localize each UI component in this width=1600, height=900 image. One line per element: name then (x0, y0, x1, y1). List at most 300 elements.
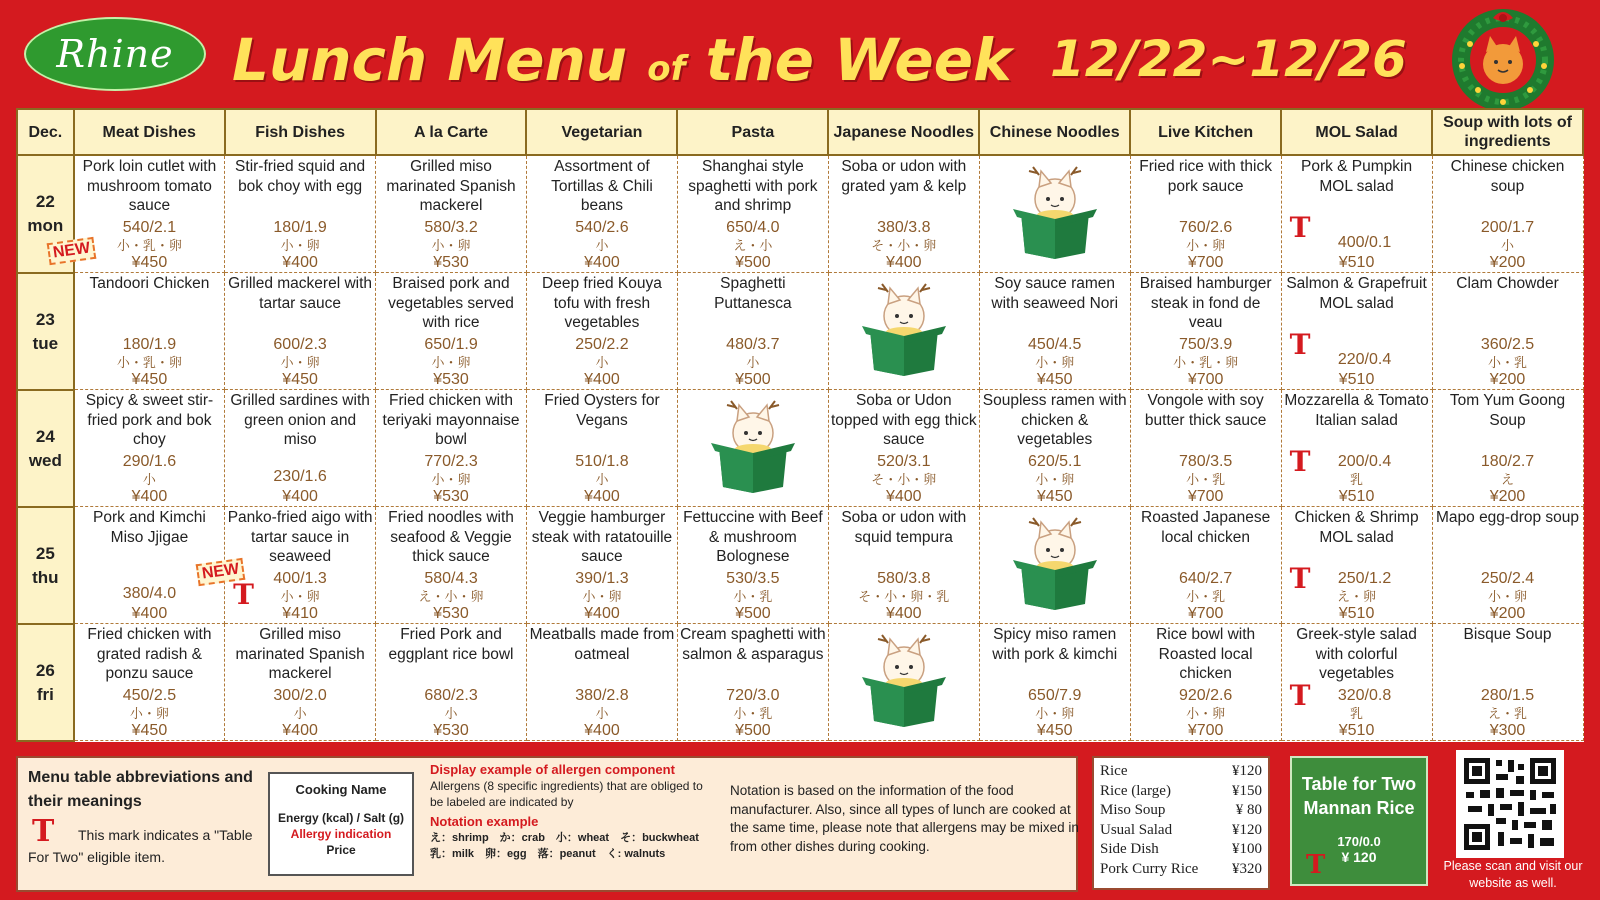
allergens: 小 (746, 354, 760, 370)
dish-name: Veggie hamburger steak with ratatouille sauce (531, 509, 673, 565)
menu-row (17, 273, 1583, 390)
menu-cell (376, 624, 527, 741)
christmas-wreath-cat-icon (1448, 4, 1558, 108)
price: ¥400 (584, 487, 620, 505)
dish-name: Salmon & Grapefruit MOL salad (1286, 275, 1427, 312)
allergens: 小 (293, 705, 307, 721)
cooking-name-example (268, 772, 414, 876)
dish-name: Cream spaghetti with salmon & asparagus (680, 626, 826, 663)
energy-salt: 320/0.8 (1337, 687, 1392, 704)
price: ¥400 (885, 604, 922, 622)
dish-name: Mozzarella & Tomato Italian salad (1284, 392, 1429, 429)
cat-gift-box-icon (1009, 165, 1101, 261)
side-item-name: Rice (1100, 763, 1128, 779)
new-badge: NEW (196, 558, 246, 586)
side-item-price: ¥120 (1232, 821, 1262, 838)
dish-name: Braised pork and vegetables served with rice (388, 275, 514, 331)
menu-cell (828, 624, 979, 741)
price: ¥400 (282, 721, 318, 739)
allergens: 小・卵 (431, 471, 471, 487)
price: ¥450 (131, 253, 168, 271)
day-label (17, 624, 74, 741)
mannan-rice-nutrition: 170/0.0 (1337, 834, 1381, 849)
side-item-name: Usual Salad (1100, 821, 1173, 838)
column-header: Live Kitchen (1130, 109, 1281, 155)
side-item-name: Side Dish (1100, 841, 1159, 857)
allergens: そ・小・卵・乳 (858, 588, 950, 604)
column-header: Vegetarian (526, 109, 677, 155)
price: ¥530 (433, 253, 469, 271)
menu-cell (677, 507, 828, 624)
price: ¥200 (1489, 604, 1526, 622)
energy-salt: 640/2.7 (1178, 570, 1233, 587)
menu-cell (1281, 624, 1432, 741)
menu-cell (677, 273, 828, 390)
allergens: 小・卵 (129, 705, 169, 721)
price: ¥530 (433, 721, 469, 739)
menu-cell (1281, 507, 1432, 624)
dish-name: Grilled mackerel with tartar sauce (228, 275, 373, 312)
allergen-example (430, 762, 716, 862)
table-for-two-icon: T (1289, 562, 1311, 595)
side-item-price: ¥150 (1232, 782, 1262, 799)
menu-row (17, 507, 1583, 624)
menu-cell (828, 155, 979, 273)
price: ¥700 (1187, 721, 1224, 739)
side-item (1100, 762, 1262, 782)
energy-salt: 780/3.5 (1178, 453, 1233, 470)
dish-name: Fried Oysters for Vegans (544, 392, 660, 429)
price: ¥450 (1036, 487, 1073, 505)
cat-gift-box-icon (707, 399, 799, 495)
allergens: 小・卵 (1035, 471, 1075, 487)
price: ¥400 (282, 487, 318, 505)
dish-name: Tandoori Chicken (89, 275, 210, 292)
menu-cell (1281, 155, 1432, 273)
price: ¥510 (1338, 253, 1375, 271)
menu-row (17, 624, 1583, 741)
allergens: え・小 (733, 237, 773, 253)
menu-cell (376, 507, 527, 624)
energy-salt: 280/1.5 (1480, 687, 1535, 704)
energy-salt: 580/3.2 (424, 219, 478, 236)
allergens: 小・卵 (1035, 705, 1075, 721)
energy-salt: 600/2.3 (273, 336, 327, 353)
dish-name: Meatballs made from oatmeal (529, 626, 675, 663)
dish-name: Pork & Pumpkin MOL salad (1300, 158, 1413, 195)
menu-cell (979, 624, 1130, 741)
allergy-label: Allergy indication (290, 827, 392, 841)
menu-row (17, 390, 1583, 507)
column-header: Pasta (677, 109, 828, 155)
allergens: 小・卵 (280, 588, 320, 604)
dish-name: Grilled sardines with green onion and miso (230, 392, 370, 448)
column-header-month: Dec. (17, 109, 74, 155)
menu-cell (225, 155, 376, 273)
table-for-two-mannan-rice (1290, 756, 1428, 886)
menu-cell (225, 273, 376, 390)
day-number: 24 (35, 426, 55, 446)
side-item (1100, 782, 1262, 802)
cooking-name-label: Cooking Name (295, 782, 387, 797)
dish-name: Grilled miso marinated Spanish mackerel (386, 158, 516, 214)
qr-code[interactable] (1456, 750, 1564, 858)
date-range: 12/22~12/26 (1050, 30, 1407, 88)
dish-name: Fried chicken with grated radish & ponzu sauce (87, 626, 212, 682)
menu-cell (201, 507, 376, 624)
dish-name: Fettuccine with Beef & mushroom Bolognese (683, 509, 823, 565)
side-item-name: Pork Curry Rice (1100, 860, 1199, 877)
legend-mark-text: This mark indicates a "Table For Two" eligible item. (28, 827, 253, 865)
dish-name: Pork and Kimchi Miso Jjigae (93, 509, 206, 546)
price: ¥450 (1036, 370, 1073, 388)
menu-cell (979, 155, 1130, 273)
price: ¥700 (1187, 487, 1224, 505)
dish-name: Deep fried Kouya tofu with fresh vegetables (542, 275, 662, 331)
allergens: 小・乳 (733, 588, 773, 604)
allergens: 小 (595, 471, 609, 487)
side-item (1100, 821, 1262, 841)
cat-gift-box-icon (1009, 516, 1101, 612)
price: ¥410 (282, 604, 318, 622)
page-title: Lunch Menu of the Week (232, 26, 1012, 94)
menu-row (17, 155, 1583, 273)
energy-salt: 650/7.9 (1028, 687, 1082, 704)
dish-name: Rice bowl with Roasted local chicken (1156, 626, 1256, 682)
allergens: 小・卵 (280, 237, 320, 253)
price: ¥400 (584, 253, 620, 271)
allergens: 小・乳・卵 (1173, 354, 1239, 370)
dish-name: Tom Yum Goong Soup (1449, 392, 1566, 429)
energy-salt: 200/0.4 (1337, 453, 1392, 470)
allergen-example-title: Display example of allergen component (430, 762, 675, 777)
day-of-week: mon (27, 216, 64, 236)
allergens: 小 (595, 354, 609, 370)
allergens: 小・卵 (431, 237, 471, 253)
dish-name: Fried noodles with seafood & Veggie thick sauce (388, 509, 514, 565)
side-item-price: ¥320 (1232, 860, 1262, 877)
day-of-week: thu (32, 567, 59, 587)
menu-cell (376, 273, 527, 390)
price: ¥450 (282, 370, 318, 388)
dish-name: Fried Pork and eggplant rice bowl (388, 626, 514, 663)
allergens: 小・卵 (1186, 705, 1226, 721)
day-of-week: tue (32, 333, 59, 353)
price: ¥450 (131, 370, 168, 388)
price: ¥530 (433, 604, 469, 622)
price: ¥500 (735, 604, 771, 622)
allergens: 小・乳・卵 (116, 354, 182, 370)
energy-salt: 750/3.9 (1178, 336, 1233, 353)
price: ¥530 (433, 487, 469, 505)
dish-name: Grilled miso marinated Spanish mackerel (235, 626, 365, 682)
menu-cell (1130, 390, 1281, 507)
menu-cell (1432, 624, 1583, 741)
menu-cell (828, 507, 979, 624)
menu-cell (376, 155, 527, 273)
column-header: Soup with lots of ingredients (1432, 109, 1583, 155)
energy-salt: 400/1.3 (273, 570, 327, 587)
menu-cell (1432, 155, 1583, 273)
day-label (17, 390, 74, 507)
qr-caption: Please scan and visit our website as well. (1443, 859, 1583, 890)
day-number: 25 (35, 543, 55, 563)
dish-name: Braised hamburger steak in fond de veau (1139, 275, 1272, 331)
energy-salt: 180/1.9 (273, 219, 327, 236)
allergens: 小・卵 (1035, 354, 1075, 370)
menu-cell (979, 390, 1130, 507)
allergens: え・卵 (1337, 588, 1377, 604)
menu-cell (526, 273, 677, 390)
table-for-two-icon: T (233, 578, 254, 611)
allergens: 小・卵 (431, 354, 471, 370)
energy-salt: 390/1.3 (575, 570, 629, 587)
menu-cell (1130, 273, 1281, 390)
day-number: 26 (35, 660, 55, 680)
price: ¥200 (1489, 253, 1526, 271)
allergens: そ・小・卵 (871, 471, 937, 487)
dish-name: Pork loin cutlet with mushroom tomato sauce (82, 158, 217, 214)
energy-salt: 250/2.2 (575, 336, 629, 353)
side-item-name: Miso Soup (1100, 802, 1166, 818)
energy-salt: 540/2.1 (122, 219, 177, 236)
dish-name: Fried chicken with teriyaki mayonnaise bowl (382, 392, 520, 448)
allergens: 乳 (1350, 471, 1364, 487)
menu-cell (1432, 507, 1583, 624)
menu-cell (1281, 273, 1432, 390)
price: ¥200 (1489, 487, 1526, 505)
energy-salt: 770/2.3 (424, 453, 478, 470)
energy-salt: 180/2.7 (1480, 453, 1535, 470)
allergens: 小・卵 (582, 588, 622, 604)
table-for-two-icon: T (1289, 445, 1311, 478)
menu-cell (376, 390, 527, 507)
energy-salt: 650/4.0 (726, 219, 780, 236)
dish-name: Shanghai style spaghetti with pork and shrimp (688, 158, 818, 214)
energy-salt: 760/2.6 (1178, 219, 1233, 236)
allergens: 小 (595, 705, 609, 721)
price: ¥450 (1036, 721, 1073, 739)
allergens: 小・卵 (1488, 588, 1528, 604)
dish-name: Soupless ramen with chicken & vegetables (982, 392, 1127, 448)
menu-cell (1130, 155, 1281, 273)
day-label (17, 155, 92, 273)
allergens: 小 (444, 705, 458, 721)
menu-cell (979, 273, 1130, 390)
energy-salt: 680/2.3 (424, 687, 478, 704)
menu-cell (677, 390, 828, 507)
dish-name: Assortment of Tortillas & Chili beans (551, 158, 653, 214)
side-item (1100, 801, 1262, 821)
price: ¥500 (735, 721, 771, 739)
menu-cell (979, 507, 1130, 624)
price: ¥510 (1338, 370, 1375, 388)
price-label: Price (326, 843, 356, 857)
energy-salt: 720/3.0 (726, 687, 780, 704)
allergen-notice: Notation is based on the information of the food manufacturer. Also, since all types of lunch are cooked at the same time, please note that allergens may be mixed in from other dishes during cooking. (730, 783, 1079, 854)
menu-cell (1432, 390, 1583, 507)
price: ¥400 (131, 604, 168, 622)
allergen-codes-2: 乳：milk 卵：egg 落：peanut く: walnuts (430, 848, 666, 860)
energy-salt: 920/2.6 (1178, 687, 1233, 704)
energy-salt: 290/1.6 (122, 453, 177, 470)
allergens: 小・乳 (1186, 588, 1226, 604)
energy-salt: 380/2.8 (575, 687, 629, 704)
table-for-two-icon: T (1289, 679, 1311, 712)
abbreviation-legend (16, 756, 1078, 892)
day-number: 23 (35, 309, 55, 329)
side-item-name: Rice (large) (1100, 782, 1171, 799)
price: ¥400 (131, 487, 168, 505)
energy-salt: 620/5.1 (1028, 453, 1082, 470)
price: ¥200 (1489, 370, 1526, 388)
rhine-logo: Rhine (24, 17, 206, 91)
menu-cell (1130, 624, 1281, 741)
legend-title: Menu table abbreviations and their meanings (28, 769, 253, 810)
dish-name: Vongole with soy butter thick sauce (1144, 392, 1267, 429)
allergens: 小・卵 (280, 354, 320, 370)
dish-name: Chinese chicken soup (1450, 158, 1565, 195)
new-badge: NEW (47, 237, 97, 265)
energy-salt: 480/3.7 (726, 336, 780, 353)
dish-name: Greek-style salad with colorful vegetables (1296, 626, 1417, 682)
energy-salt: 580/3.8 (877, 570, 931, 587)
energy-salt: 540/2.6 (575, 219, 629, 236)
price: ¥700 (1187, 253, 1224, 271)
dish-name: Spicy miso ramen with pork & kimchi (992, 626, 1118, 663)
table-for-two-icon: T (1289, 211, 1311, 244)
dish-name: Spaghetti Puttanesca (714, 275, 792, 312)
day-label (17, 273, 74, 390)
allergens: 小 (1501, 237, 1515, 253)
dish-name: Chicken & Shrimp MOL salad (1294, 509, 1419, 546)
energy-salt: 650/1.9 (424, 336, 478, 353)
menu-cell (526, 507, 677, 624)
energy-salt: 200/1.7 (1480, 219, 1535, 236)
dish-name: Fried rice with thick pork sauce (1139, 158, 1272, 195)
dish-name: Soba or Udon topped with egg thick sauce (830, 392, 977, 448)
menu-cell (526, 390, 677, 507)
price: ¥700 (1187, 370, 1224, 388)
day-label (17, 507, 74, 624)
energy-salt: 450/2.5 (122, 687, 177, 704)
price: ¥500 (735, 370, 771, 388)
dish-name: Bisque Soup (1463, 626, 1552, 643)
dish-name: Soba or udon with squid tempura (841, 509, 967, 546)
price: ¥300 (1489, 721, 1526, 739)
mannan-rice-title: Table for Two Mannan Rice (1301, 774, 1417, 818)
allergen-example-text: Allergens (8 specific ingredients) that are obliged to be labeled are indicated by (430, 779, 703, 809)
menu-cell (1281, 390, 1432, 507)
price: ¥510 (1338, 604, 1375, 622)
price: ¥450 (131, 721, 168, 739)
menu-cell (677, 155, 828, 273)
column-header: Meat Dishes (74, 109, 225, 155)
price: ¥510 (1338, 487, 1375, 505)
menu-cell (1432, 273, 1583, 390)
energy-salt-label: Energy (kcal) / Salt (g) (277, 811, 405, 825)
allergens: え (1501, 471, 1515, 487)
allergens: え・乳 (1488, 705, 1528, 721)
cat-gift-box-icon (858, 633, 950, 729)
menu-cell (677, 624, 828, 741)
table-for-two-icon: T (1289, 328, 1311, 361)
day-of-week: fri (36, 684, 54, 704)
menu-cell (74, 624, 225, 741)
cat-gift-box-icon (858, 282, 950, 378)
allergens: そ・小・卵 (871, 237, 937, 253)
menu-cell (74, 155, 225, 273)
allergens: 小・乳 (1488, 354, 1528, 370)
menu-cell (74, 390, 225, 507)
energy-salt: 400/0.1 (1337, 234, 1392, 251)
menu-cell (74, 273, 225, 390)
weekly-menu-table (16, 108, 1584, 742)
price: ¥400 (282, 253, 318, 271)
column-header: Chinese Noodles (979, 109, 1130, 155)
energy-salt: 580/4.3 (424, 570, 478, 587)
notation-example-title: Notation example (430, 814, 539, 829)
menu-cell (828, 273, 979, 390)
energy-salt: 360/2.5 (1480, 336, 1535, 353)
price: ¥510 (1338, 721, 1375, 739)
price: ¥400 (584, 370, 620, 388)
energy-salt: 520/3.1 (877, 453, 931, 470)
allergens: 小 (142, 471, 156, 487)
energy-salt: 510/1.8 (575, 453, 629, 470)
price: ¥700 (1187, 604, 1224, 622)
column-header: Fish Dishes (225, 109, 376, 155)
energy-salt: 530/3.5 (726, 570, 780, 587)
column-header: MOL Salad (1281, 109, 1432, 155)
allergens: 小・乳・卵 (116, 237, 182, 253)
side-item (1100, 860, 1262, 880)
day-number: 22 (35, 192, 55, 212)
energy-salt: 250/2.4 (1480, 570, 1535, 587)
dish-name: Roasted Japanese local chicken (1141, 509, 1271, 546)
side-item (1100, 840, 1262, 860)
energy-salt: 250/1.2 (1337, 570, 1392, 587)
dish-name: Stir-fried squid and bok choy with egg (235, 158, 366, 195)
dish-name: Soba or udon with grated yam & kelp (841, 158, 967, 195)
allergens: 小・卵 (1186, 237, 1226, 253)
allergens: え・小・卵 (418, 588, 484, 604)
dish-name: Spicy & sweet stir-fried pork and bok choy (85, 392, 214, 448)
dish-name: Clam Chowder (1456, 275, 1559, 292)
allergens: 小・乳 (733, 705, 773, 721)
column-header: Japanese Noodles (828, 109, 979, 155)
energy-salt: 300/2.0 (273, 687, 327, 704)
menu-cell (828, 390, 979, 507)
menu-cell (1130, 507, 1281, 624)
day-of-week: wed (28, 450, 62, 470)
dish-name: Mapo egg-drop soup (1435, 509, 1580, 526)
dish-name: Soy sauce ramen with seaweed Nori (991, 275, 1119, 312)
price: ¥400 (885, 487, 922, 505)
side-item-price: ¥120 (1232, 763, 1262, 779)
allergens: 小 (595, 237, 609, 253)
price: ¥530 (433, 370, 469, 388)
menu-cell (225, 390, 376, 507)
table-for-two-icon: T (1306, 850, 1326, 880)
energy-salt: 450/4.5 (1028, 336, 1082, 353)
side-item-price: ¥100 (1232, 841, 1262, 857)
menu-cell (526, 155, 677, 273)
menu-cell (225, 624, 376, 741)
allergens: 乳 (1350, 705, 1364, 721)
allergen-codes-1: え：shrimp か：crab 小：wheat そ：buckwheat (430, 832, 699, 844)
energy-salt: 380/4.0 (122, 585, 177, 602)
